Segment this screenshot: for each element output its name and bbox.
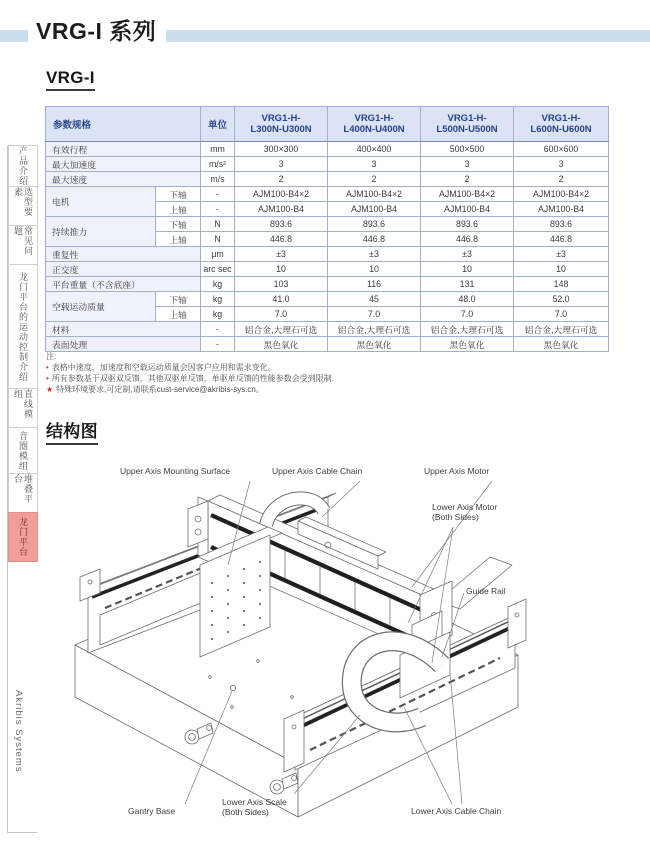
value-cell: ±3: [235, 247, 328, 262]
gantry-base-label: Gantry Base: [128, 806, 176, 816]
param-cell: 重复性: [46, 247, 201, 262]
sidebar-item-2[interactable]: 选型要素: [8, 186, 38, 226]
value-cell: 500×500: [421, 142, 514, 157]
spec-table: [45, 106, 609, 352]
value-cell: 446.8: [421, 232, 514, 247]
sub-axis-cell: 上轴: [156, 232, 201, 247]
value-cell: 7.0: [235, 307, 328, 322]
note-text: 特殊环境要求,可定制,请联系cust-service@akribis-sys.cn。: [56, 385, 264, 394]
sidebar-item-6[interactable]: 音圈模组: [8, 427, 38, 474]
model-prefix: VRG1-H-: [447, 113, 487, 124]
lower-axis-cable-chain-label: Lower Axis Cable Chain: [411, 806, 502, 816]
value-cell: 10: [235, 262, 328, 277]
brand-text: Akribis Systems: [13, 690, 24, 773]
sub-axis-cell: 上轴: [156, 202, 201, 217]
table-row: [46, 337, 609, 352]
unit-cell: μm: [201, 247, 235, 262]
unit-cell: kg: [201, 307, 235, 322]
upper-axis-motor-label: Upper Axis Motor: [424, 466, 490, 476]
value-cell: 7.0: [421, 307, 514, 322]
value-cell: 3: [514, 157, 609, 172]
value-cell: 41.0: [235, 292, 328, 307]
table-row: [46, 172, 609, 187]
guide-rail-label: Guide Rail: [466, 586, 506, 596]
unit-cell: m/s²: [201, 157, 235, 172]
note-item: [46, 373, 606, 384]
param-cell: 空载运动质量: [46, 292, 156, 322]
series-section-title: VRG-I: [46, 68, 95, 91]
value-cell: 7.0: [514, 307, 609, 322]
upper-axis-mounting-surface-label: Upper Axis Mounting Surface: [120, 466, 231, 476]
model-header: [514, 107, 609, 142]
model-code: L600N-U600N: [530, 124, 592, 135]
value-cell: ±3: [514, 247, 609, 262]
unit-cell: -: [201, 322, 235, 337]
note-bullet-icon: •: [46, 374, 49, 383]
unit-cell: mm: [201, 142, 235, 157]
value-cell: 铝合金,大理石可选: [328, 322, 421, 337]
unit-cell: arc sec: [201, 262, 235, 277]
param-cell: 最大速度: [46, 172, 201, 187]
note-bullet-icon: •: [46, 363, 49, 372]
unit-cell: N: [201, 217, 235, 232]
table-row: [46, 262, 609, 277]
value-cell: 2: [235, 172, 328, 187]
value-cell: AJM100-B4×2: [235, 187, 328, 202]
unit-header: 单位: [201, 107, 235, 142]
sidebar-item-3[interactable]: 常见问题: [8, 225, 38, 265]
unit-cell: -: [201, 187, 235, 202]
sub-axis-cell: 下轴: [156, 292, 201, 307]
model-code: L300N-U300N: [250, 124, 312, 135]
value-cell: 148: [514, 277, 609, 292]
unit-cell: kg: [201, 292, 235, 307]
value-cell: ±3: [328, 247, 421, 262]
param-cell: 正交度: [46, 262, 201, 277]
note-item: [46, 384, 606, 395]
value-cell: AJM100-B4: [235, 202, 328, 217]
value-cell: 48.0: [421, 292, 514, 307]
value-cell: 10: [421, 262, 514, 277]
value-cell: AJM100-B4×2: [421, 187, 514, 202]
note-bullet-icon: ★: [46, 385, 54, 394]
value-cell: 2: [421, 172, 514, 187]
sidebar-item-1[interactable]: 产品介绍: [8, 145, 38, 187]
value-cell: AJM100-B4×2: [514, 187, 609, 202]
value-cell: 铝合金,大理石可选: [235, 322, 328, 337]
value-cell: 52.0: [514, 292, 609, 307]
value-cell: 2: [514, 172, 609, 187]
sidebar-item-8[interactable]: 龙门平台: [8, 512, 38, 562]
value-cell: 黑色氧化: [328, 337, 421, 352]
note-text: 表格中速度，加速度和空载运动质量会因客户应用和需求变化。: [51, 363, 276, 372]
param-cell: 平台重量（不含底座）: [46, 277, 201, 292]
table-row: [46, 142, 609, 157]
notes: [46, 351, 606, 395]
lower-axis-motor-label: Lower Axis Motor (Both Sides): [432, 502, 498, 522]
value-cell: AJM100-B4×2: [328, 187, 421, 202]
model-code: L400N-U400N: [343, 124, 405, 135]
table-row: [46, 157, 609, 172]
value-cell: 116: [328, 277, 421, 292]
unit-cell: kg: [201, 277, 235, 292]
value-cell: 103: [235, 277, 328, 292]
param-cell: 有效行程: [46, 142, 201, 157]
value-cell: 600×600: [514, 142, 609, 157]
sidebar-item-4[interactable]: 龙门平台的运动控制介绍: [8, 264, 38, 389]
sub-axis-cell: 下轴: [156, 217, 201, 232]
table-row: [46, 217, 609, 232]
value-cell: 446.8: [514, 232, 609, 247]
value-cell: 893.6: [235, 217, 328, 232]
value-cell: 45: [328, 292, 421, 307]
unit-cell: -: [201, 337, 235, 352]
unit-cell: -: [201, 202, 235, 217]
sub-axis-cell: 下轴: [156, 187, 201, 202]
table-row: [46, 277, 609, 292]
value-cell: 893.6: [421, 217, 514, 232]
table-row: [46, 187, 609, 202]
value-cell: AJM100-B4: [421, 202, 514, 217]
lower-axis-scale-label: Lower Axis Scale (Both Sides): [222, 797, 287, 817]
value-cell: 10: [514, 262, 609, 277]
param-header: 参数规格: [46, 107, 201, 142]
value-cell: 3: [328, 157, 421, 172]
unit-cell: m/s: [201, 172, 235, 187]
sidebar-item-7[interactable]: 堆叠平台: [8, 473, 38, 513]
model-header: [421, 107, 514, 142]
model-prefix: VRG1-H-: [354, 113, 394, 124]
page-title: VRG-I 系列: [36, 18, 157, 44]
value-cell: 2: [328, 172, 421, 187]
value-cell: 300×300: [235, 142, 328, 157]
table-row: [46, 292, 609, 307]
value-cell: AJM100-B4: [514, 202, 609, 217]
page-title-box: [28, 11, 166, 50]
value-cell: 黑色氧化: [235, 337, 328, 352]
value-cell: 131: [421, 277, 514, 292]
value-cell: ±3: [421, 247, 514, 262]
model-header: [328, 107, 421, 142]
param-cell: 持续推力: [46, 217, 156, 247]
note-item: [46, 362, 606, 373]
value-cell: 446.8: [328, 232, 421, 247]
param-cell: 表面处理: [46, 337, 201, 352]
value-cell: 3: [421, 157, 514, 172]
value-cell: 7.0: [328, 307, 421, 322]
model-code: L500N-U500N: [436, 124, 498, 135]
value-cell: 446.8: [235, 232, 328, 247]
value-cell: AJM100-B4: [328, 202, 421, 217]
param-cell: 最大加速度: [46, 157, 201, 172]
table-row: [46, 322, 609, 337]
structure-section-title: 结构图: [46, 417, 98, 445]
value-cell: 铝合金,大理石可选: [514, 322, 609, 337]
model-header: [235, 107, 328, 142]
model-prefix: VRG1-H-: [261, 113, 301, 124]
value-cell: 893.6: [514, 217, 609, 232]
value-cell: 893.6: [328, 217, 421, 232]
value-cell: 400×400: [328, 142, 421, 157]
value-cell: 10: [328, 262, 421, 277]
sidebar-item-5[interactable]: 直线模组: [8, 388, 38, 428]
notes-label: 注:: [46, 352, 57, 361]
value-cell: 3: [235, 157, 328, 172]
param-cell: 电机: [46, 187, 156, 217]
note-text: 所有参数基于双驱双反馈，其他双驱单反馈，单驱单反馈的性能参数会受到限制.: [51, 374, 335, 383]
model-prefix: VRG1-H-: [541, 113, 581, 124]
sub-axis-cell: 上轴: [156, 307, 201, 322]
param-cell: 材料: [46, 322, 201, 337]
value-cell: 黑色氧化: [421, 337, 514, 352]
value-cell: 铝合金,大理石可选: [421, 322, 514, 337]
spec-table-header: [46, 107, 609, 142]
unit-cell: N: [201, 232, 235, 247]
table-row: [46, 247, 609, 262]
upper-axis-cable-chain-label: Upper Axis Cable Chain: [272, 466, 363, 476]
value-cell: 黑色氧化: [514, 337, 609, 352]
